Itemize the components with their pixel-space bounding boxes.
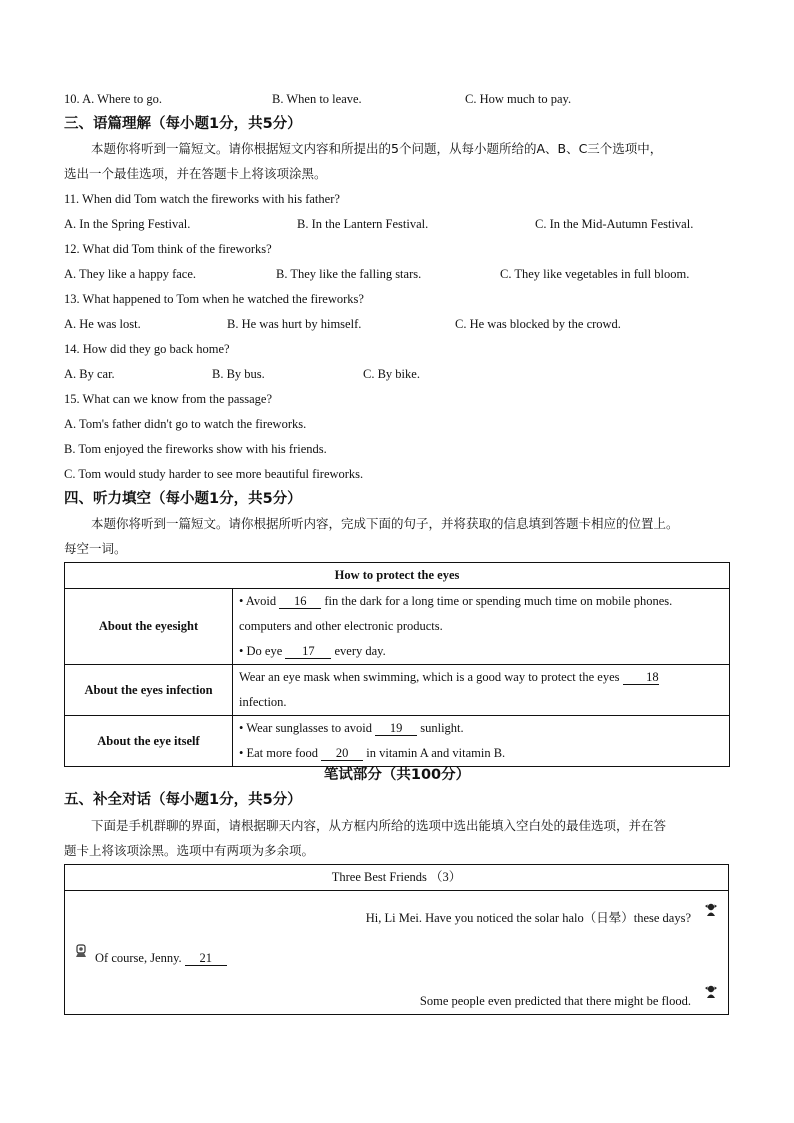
q12-option-a: A. They like a happy face. (64, 267, 197, 281)
q11-option-a: A. In the Spring Festival. (64, 217, 191, 231)
q11-question: 11. When did Tom watch the fireworks with his father? (64, 192, 340, 206)
section3-instruction-1: 本题你将听到一篇短文。请你根据短文内容和所提出的5个问题，从每小题所给的A、B、C三个选项中， (91, 141, 663, 156)
row-content-infection: Wear an eye mask when swimming, which is a good way to protect the eyes 18 infection. (233, 665, 730, 716)
eyes-table-header: How to protect the eyes (65, 563, 730, 589)
row-label-eyesight: About the eyesight (65, 589, 233, 665)
q14-option-c: C. By bike. (363, 367, 420, 381)
blank-20[interactable]: 20 (321, 747, 363, 761)
blank-21[interactable]: 21 (185, 952, 227, 966)
friend-avatar-icon-2 (704, 984, 718, 998)
q13-option-c: C. He was blocked by the crowd. (455, 317, 621, 331)
q14-option-a: A. By car. (64, 367, 115, 381)
row-label-infection: About the eyes infection (65, 665, 233, 716)
eyes-table (64, 562, 730, 767)
blank-18[interactable]: 18 (623, 671, 659, 685)
q10-option-b: B. When to leave. (272, 92, 362, 106)
eyesight-line-1: • Avoid 16 fin the dark for a long time or spending much time on mobile phones. (239, 594, 673, 608)
q13-option-b: B. He was hurt by himself. (227, 317, 362, 331)
q12-option-b: B. They like the falling stars. (276, 267, 422, 281)
q14-question: 14. How did they go back home? (64, 342, 230, 356)
q15-question: 15. What can we know from the passage? (64, 392, 273, 406)
q10-option-c: C. How much to pay. (465, 92, 572, 106)
blank-17[interactable]: 17 (285, 645, 331, 659)
blank-16[interactable]: 16 (279, 595, 321, 609)
q15-option-b: B. Tom enjoyed the fireworks show with his friends. (64, 442, 327, 456)
eyesight-line-2: computers and other electronic products. (239, 619, 443, 633)
q10-option-a: 10. A. Where to go. (64, 92, 163, 106)
section4-instruction-2: 每空一词。 (64, 541, 127, 556)
row-content-eye-itself (233, 716, 730, 767)
written-part-heading: 笔试部分（共100分） (323, 767, 471, 783)
eye-itself-line-2: • Eat more food 20 in vitamin A and vitamin B. (239, 746, 506, 760)
chat-title: Three Best Friends （3） (65, 865, 728, 891)
q13-option-a: A. He was lost. (64, 317, 141, 331)
section3-instruction-2: 选出一个最佳选项，并在答题卡上将该项涂黑。 (64, 166, 327, 181)
section5-title: 五、补全对话（每小题1分，共5分） (64, 792, 302, 808)
row-content-eyesight (233, 589, 730, 665)
blank-19[interactable]: 19 (375, 722, 417, 736)
q15-option-c: C. Tom would study harder to see more beautiful fireworks. (64, 467, 364, 481)
chat-message-3: Some people even predicted that there might be flood. (419, 994, 691, 1008)
section3-title: 三、语篇理解（每小题1分，共5分） (64, 116, 302, 132)
q11-option-b: B. In the Lantern Festival. (297, 217, 429, 231)
q11-option-c: C. In the Mid-Autumn Festival. (535, 217, 694, 231)
section4-instruction-1: 本题你将听到一篇短文。请你根据所听内容，完成下面的句子，并将获取的信息填到答题卡相应的位置上。 (91, 516, 679, 531)
row-label-eye-itself: About the eye itself (65, 716, 233, 767)
q12-question: 12. What did Tom think of the fireworks? (64, 242, 272, 256)
friend-avatar-icon (704, 902, 718, 916)
chat-message-1: Hi, Li Mei. Have you noticed the solar halo（日晕）these days? (365, 911, 691, 925)
eyesight-line-3: • Do eye 17 every day. (239, 644, 386, 658)
section5-instruction-2: 题卡上将该项涂黑。选项中有两项为多余项。 (64, 843, 315, 858)
section5-instruction-1: 下面是手机群聊的界面，请根据聊天内容，从方框内所给的选项中选出能填入空白处的最佳选项，并在答 (91, 818, 667, 833)
q15-option-a: A. Tom's father didn't go to watch the fireworks. (64, 417, 307, 431)
eye-itself-line-1: • Wear sunglasses to avoid 19 sunlight. (239, 721, 464, 735)
q13-question: 13. What happened to Tom when he watched the fireworks? (64, 292, 364, 306)
chat-message-2: Of course, Jenny. 21 (95, 952, 227, 966)
section4-title: 四、听力填空（每小题1分，共5分） (64, 491, 302, 507)
q14-option-b: B. By bus. (212, 367, 265, 381)
q12-option-c: C. They like vegetables in full bloom. (500, 267, 690, 281)
chat-window (64, 864, 729, 1015)
user-avatar-icon (74, 944, 88, 958)
